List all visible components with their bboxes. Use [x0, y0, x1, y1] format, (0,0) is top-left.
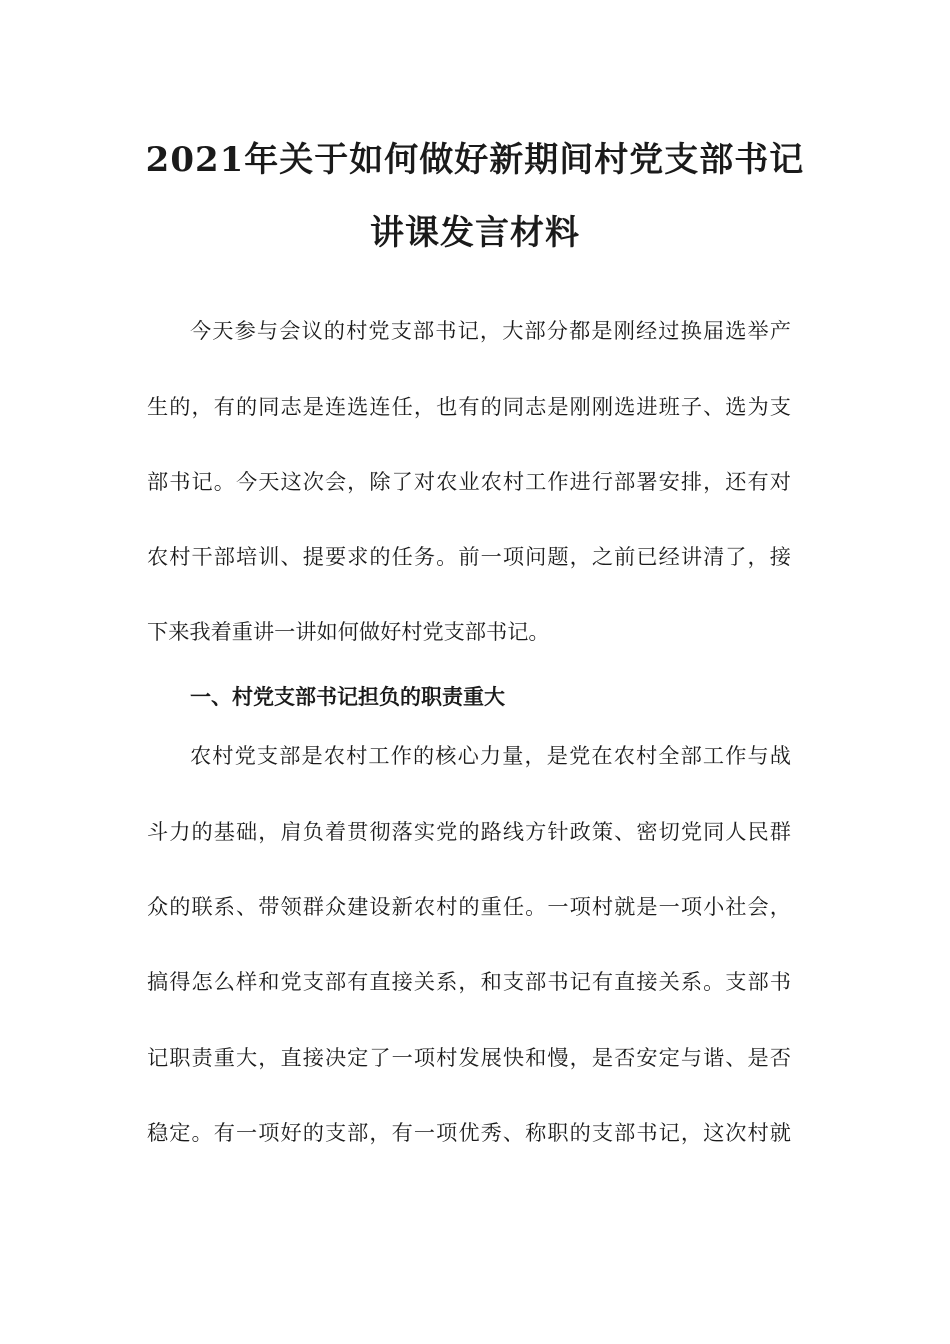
paragraph-1-line-3: 部书记。今天这次会，除了对农业农村工作进行部署安排，还有对 — [147, 469, 791, 494]
document-title-line-1: 2021年关于如何做好新期间村党支部书记 — [145, 140, 805, 180]
document-title-line-2: 讲课发言材料 — [370, 213, 580, 253]
paragraph-2-line-2: 斗力的基础，肩负着贯彻落实党的路线方针政策、密切党同人民群 — [147, 819, 791, 844]
paragraph-1-line-2: 生的，有的同志是连选连任，也有的同志是刚刚选进班子、选为支 — [147, 394, 791, 419]
paragraph-1-line-1: 今天参与会议的村党支部书记，大部分都是刚经过换届选举产 — [190, 318, 791, 343]
paragraph-2-line-6: 稳定。有一项好的支部，有一项优秀、称职的支部书记，这次村就 — [147, 1120, 791, 1145]
paragraph-2-line-5: 记职责重大，直接决定了一项村发展快和慢，是否安定与谐、是否 — [147, 1045, 791, 1070]
paragraph-1-line-4: 农村干部培训、提要求的任务。前一项问题，之前已经讲清了，接 — [147, 544, 791, 569]
paragraph-1-line-5: 下来我着重讲一讲如何做好村党支部书记。 — [147, 619, 550, 644]
paragraph-2-line-4: 搞得怎么样和党支部有直接关系，和支部书记有直接关系。支部书 — [147, 969, 791, 994]
paragraph-2-line-1: 农村党支部是农村工作的核心力量，是党在农村全部工作与战 — [190, 743, 791, 768]
section-heading-1: 一、村党支部书记担负的职责重大 — [190, 685, 505, 709]
paragraph-2-line-3: 众的联系、带领群众建设新农村的重任。一项村就是一项小社会， — [147, 894, 791, 919]
